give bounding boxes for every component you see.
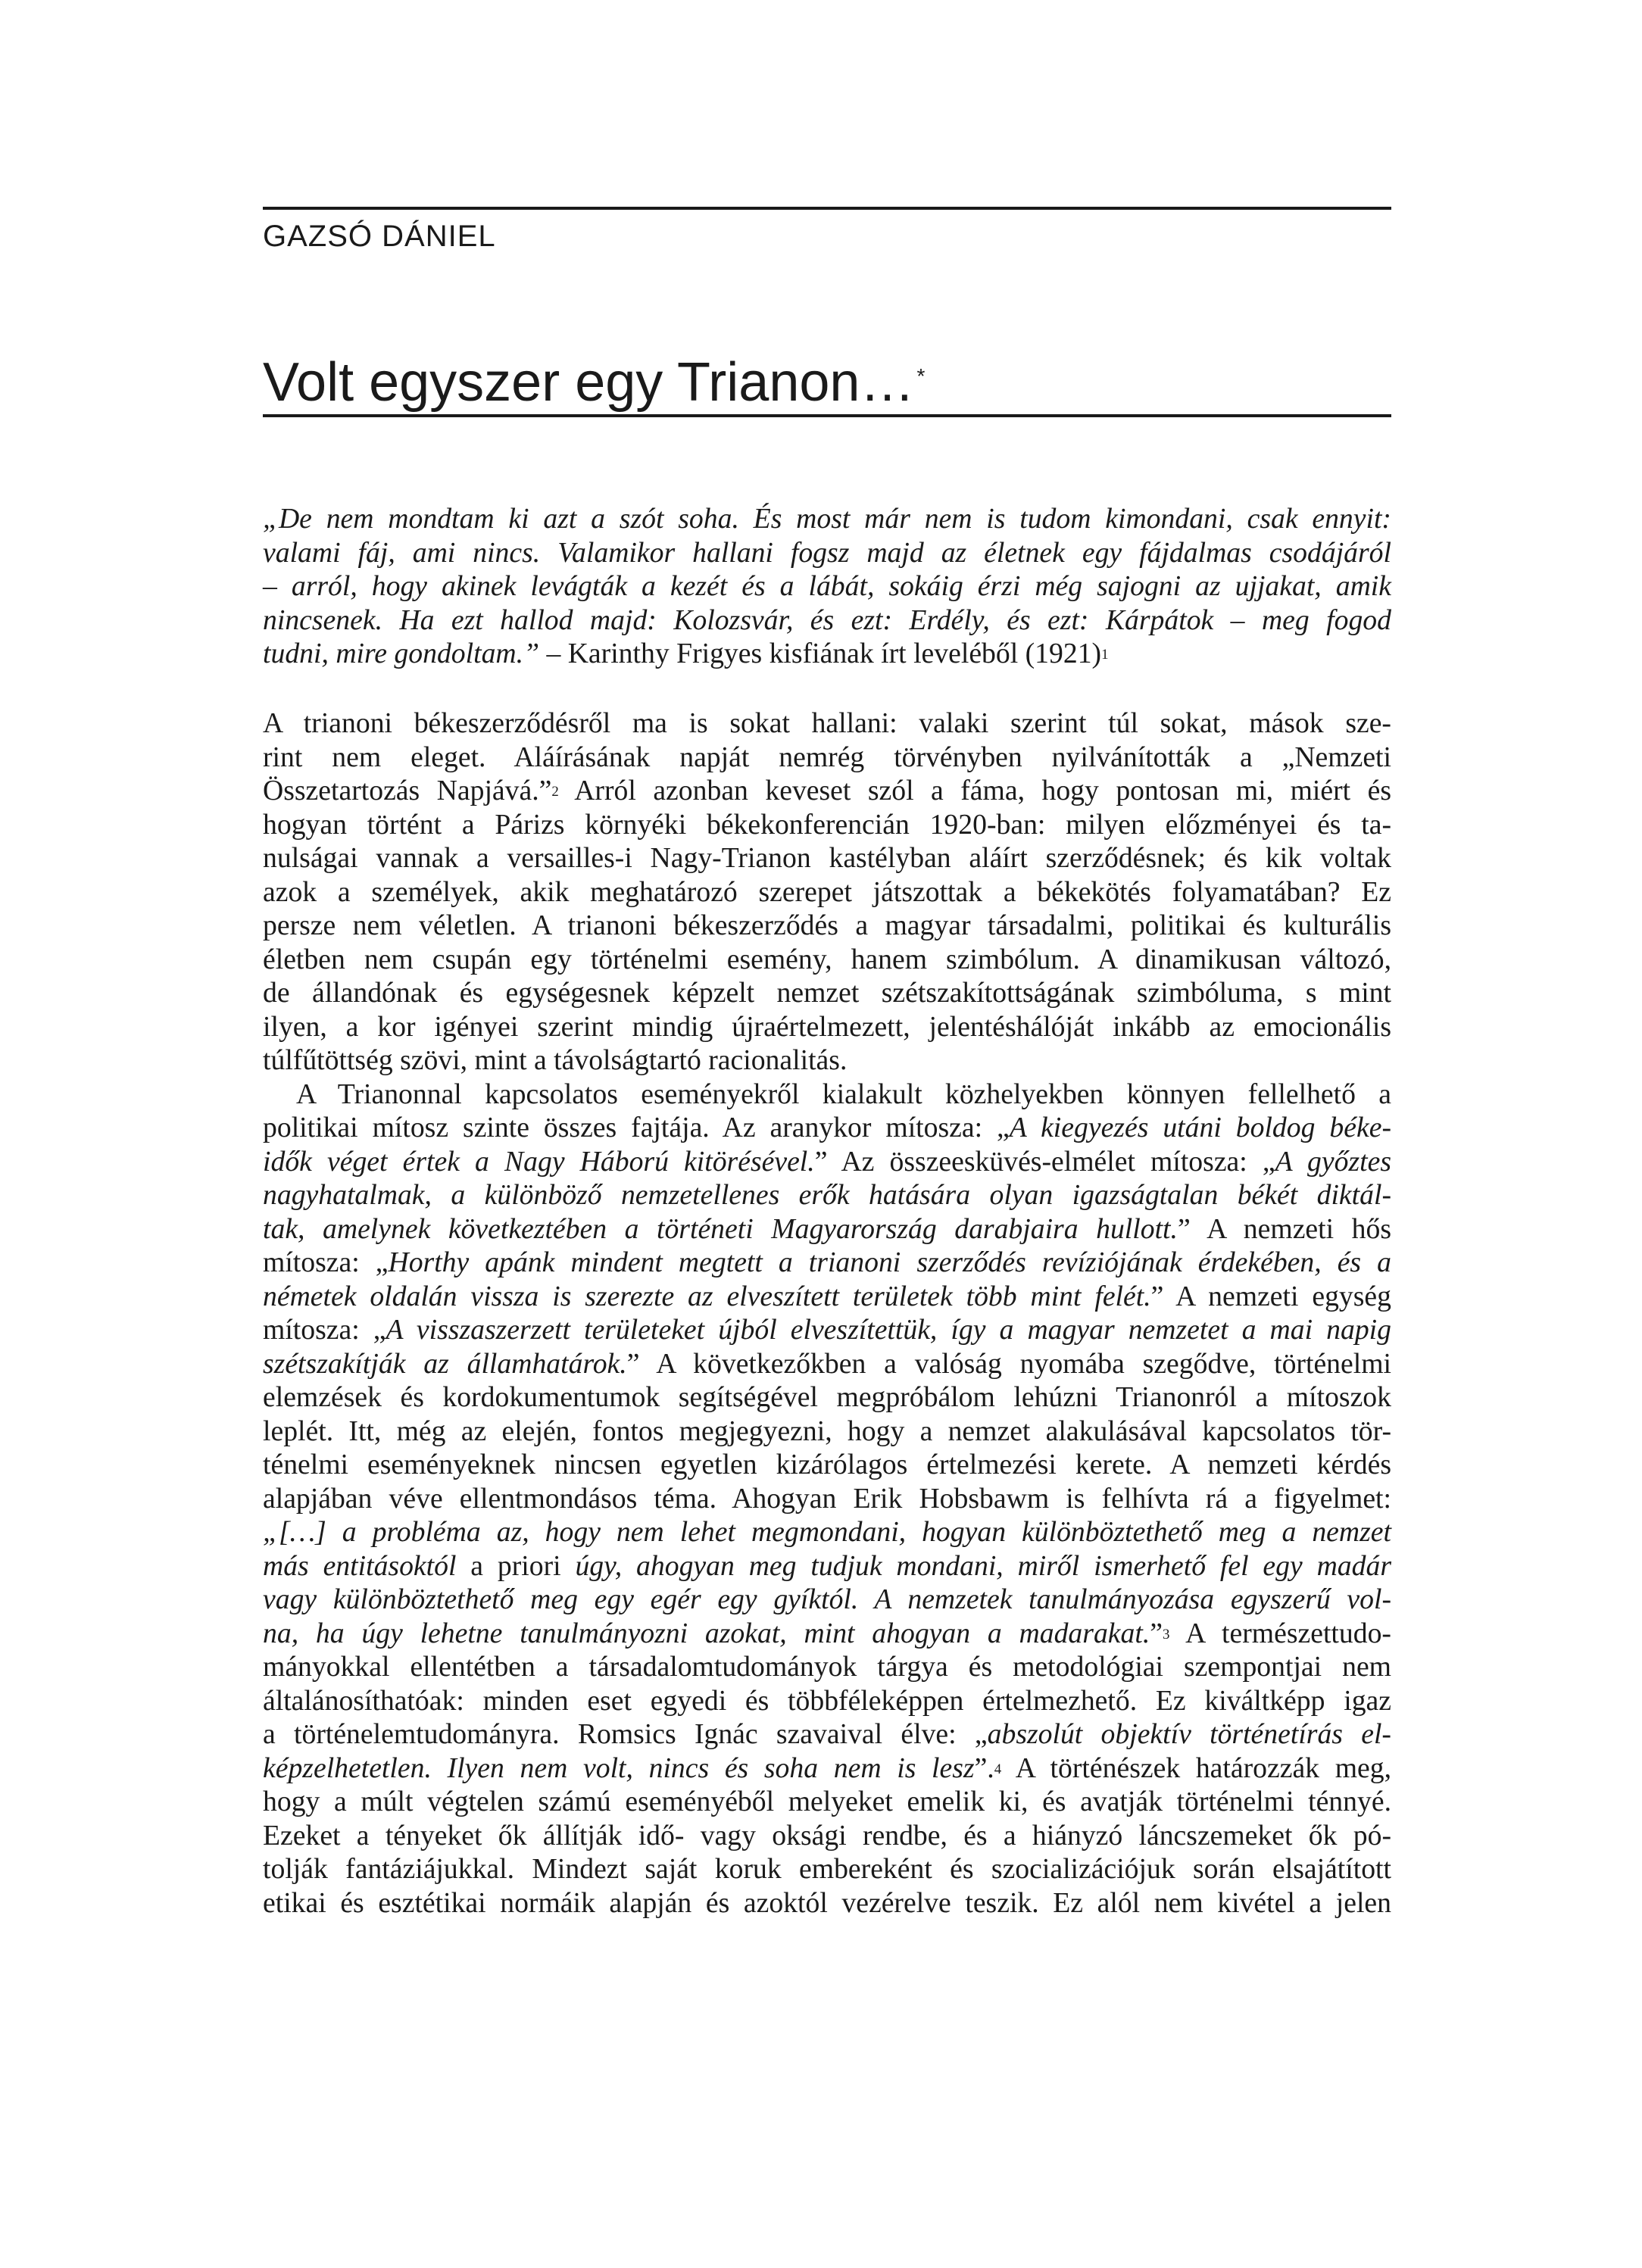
text-line: mítosza: „A visszaszerzett területeket újból elveszítettük, így a magyar nemzetet a mai napig bbox=[263, 1314, 1391, 1346]
text-line: életben nem csupán egy történelmi esemény, hanem szimbólum. A dinamikusan változó, bbox=[263, 943, 1391, 975]
footnote-ref: 1 bbox=[1101, 647, 1109, 663]
text-line: alapjában véve ellentmondásos téma. Ahogyan Erik Hobsbawm is felhívta rá a figyelmet: bbox=[263, 1482, 1391, 1515]
text-line: azok a személyek, akik meghatározó szerepet játszottak a békekötés folyamatában? Ez bbox=[263, 875, 1391, 908]
text-line: ilyen, a kor igényei szerint mindig újraértelmezett, jelentéshálóját inkább az emocionális bbox=[263, 1010, 1391, 1043]
text-line: A trianoni békeszerződésről ma is sokat hallani: valaki szerint túl sokat, mások sze- bbox=[263, 707, 1391, 739]
epigraph-line: valami fáj, ami nincs. Valamikor hallani fogsz majd az életnek egy fájdalmas csodájáról bbox=[263, 536, 1391, 569]
title-text: Volt egyszer egy Trianon… bbox=[263, 352, 915, 413]
text-line: hogy a múlt végtelen számú eseményéből melyeket emelik ki, és avatják történelmi ténnyé. bbox=[263, 1786, 1391, 1817]
epigraph-attribution: – Karinthy Frigyes kisfiának írt leveléből (1921) bbox=[539, 638, 1102, 669]
epigraph-line: nincsenek. Ha ezt hallod majd: Kolozsvár, és ezt: Erdély, és ezt: Kárpátok – meg fogod bbox=[263, 604, 1391, 636]
text-line: tolják fantáziájukkal. Mindezt saját koruk embereként és szocializációjuk során elsajátított bbox=[263, 1853, 1391, 1885]
text-line: hogyan történt a Párizs környéki békekonferencián 1920-ban: milyen előzményei és ta- bbox=[263, 808, 1391, 841]
text-line: a történelemtudományra. Romsics Ignác szavaival élve: „abszolút objektív történetírás el- bbox=[263, 1718, 1391, 1750]
footnote-ref: 4 bbox=[994, 1761, 1002, 1777]
text-line: „[…] a probléma az, hogy nem lehet megmondani, hogyan különböztethető meg a nemzet bbox=[263, 1516, 1391, 1548]
text-line: A Trianonnal kapcsolatos eseményekről kialakult közhelyekben könnyen fellelhető a bbox=[296, 1078, 1391, 1110]
text-line: németek oldalán vissza is szerezte az elveszített területek több mint felét.” A nemzeti egység bbox=[263, 1280, 1391, 1312]
text-line: ténelmi eseményeknek nincsen egyetlen kizárólagos értelmezési kerete. A nemzeti kérdés bbox=[263, 1449, 1391, 1480]
text-line: elemzések és kordokumentumok segítségével megpróbálom lehúzni Trianonról a mítoszok bbox=[263, 1381, 1391, 1413]
epigraph-line: „De nem mondtam ki azt a szót soha. És most már nem is tudom kimondani, csak ennyit: bbox=[263, 503, 1391, 535]
author-name: GAZSÓ DÁNIEL bbox=[263, 220, 496, 253]
text-line: nagyhatalmak, a különböző nemzetellenes erők hatására olyan igazságtalan békét diktál- bbox=[263, 1179, 1391, 1211]
epigraph-line: – arról, hogy akinek levágták a kezét és a lábát, sokáig érzi még sajogni az ujjakat, amik bbox=[263, 570, 1391, 602]
footnote-ref: 2 bbox=[551, 784, 559, 800]
body-text bbox=[263, 707, 1391, 1920]
text-line: leplét. Itt, még az elején, fontos megjegyezni, hogy a nemzet alakulásával kapcsolatos tör- bbox=[263, 1415, 1391, 1447]
epigraph bbox=[263, 502, 1391, 671]
header-rule bbox=[263, 207, 1391, 210]
text-line: vagy különböztethető meg egy egér egy gyíktól. A nemzetek tanulmányozása egyszerű vol- bbox=[263, 1583, 1391, 1615]
epigraph-attribution-line: tudni, mire gondoltam.” – Karinthy Frigyes kisfiának írt leveléből $(1921)^1$ bbox=[263, 638, 1109, 669]
text-line: általánosíthatóak: minden eset egyedi és többféleképpen értelmezhető. Ez kiváltképp igaz bbox=[263, 1684, 1391, 1717]
text-line: képzelhetetlen. Ilyen nem volt, nincs és soha nem is lesz”.$^4$ A történészek határozzák meg, bbox=[263, 1752, 1392, 1784]
title-rule bbox=[263, 414, 1391, 417]
text-line: idők véget értek a Nagy Háború kitörésével.” Az összeesküvés-elmélet mítosza: „A győztes bbox=[263, 1145, 1391, 1178]
text-line: nulságai vannak a versailles-i Nagy-Trianon kastélyban aláírt szerződésnek; és kik voltak bbox=[263, 842, 1391, 874]
text-line: szétszakítják az államhatárok.” A következőkben a valóság nyomába szegődve, történelmi bbox=[263, 1347, 1391, 1380]
text-line: na, ha úgy lehetne tanulmányozni azokat, mint ahogyan a madarakat.”$^3$ A természettudo- bbox=[263, 1617, 1391, 1649]
text-line: Ezeket a tényeket ők állítják idő- vagy oksági rendbe, és a hiányzó láncszemeket ők pó- bbox=[263, 1819, 1391, 1852]
article-title bbox=[263, 350, 925, 415]
footnote-ref: 3 bbox=[1162, 1626, 1170, 1643]
text-line: Összetartozás Napjává.”$^2$ Arról azonban keveset szól a fáma, hogy pontosan mi, miért és bbox=[263, 775, 1391, 806]
text-line: persze nem véletlen. A trianoni békeszerződés a magyar társadalmi, politikai és kulturális bbox=[263, 909, 1391, 941]
text-line: túlfűtöttség szövi, mint a távolságtartó racionalitás. bbox=[263, 1044, 848, 1076]
text-line: etikai és esztétikai normáik alapján és azoktól vezérelve teszik. Ez alól nem kivétel a jelen bbox=[263, 1886, 1391, 1919]
text-line: mányokkal ellentétben a társadalomtudományok tárgya és metodológiai szempontjai nem bbox=[263, 1651, 1391, 1683]
text-line: mítosza: „Horthy apánk mindent megtett a trianoni szerződés revíziójának érdekében, és a bbox=[263, 1246, 1391, 1278]
text-line: politikai mítosz szinte összes fajtája. Az aranykor mítosza: „A kiegyezés utáni boldog béke- bbox=[263, 1112, 1391, 1143]
text-line: más entitásoktól a priori úgy, ahogyan meg tudjuk mondani, miről ismerhető fel egy madár bbox=[263, 1549, 1391, 1582]
text-line: de állandónak és egységesnek képzelt nemzet szétszakítottságának szimbóluma, s mint bbox=[263, 977, 1391, 1009]
text-line: rint nem eleget. Aláírásának napját nemrég törvényben nyilvánították a „Nemzeti bbox=[263, 741, 1391, 773]
text-line: tak, amelynek következtében a történeti Magyarország darabjaira hullott.” A nemzeti hős bbox=[263, 1212, 1391, 1245]
title-footnote-mark: * bbox=[916, 364, 926, 388]
